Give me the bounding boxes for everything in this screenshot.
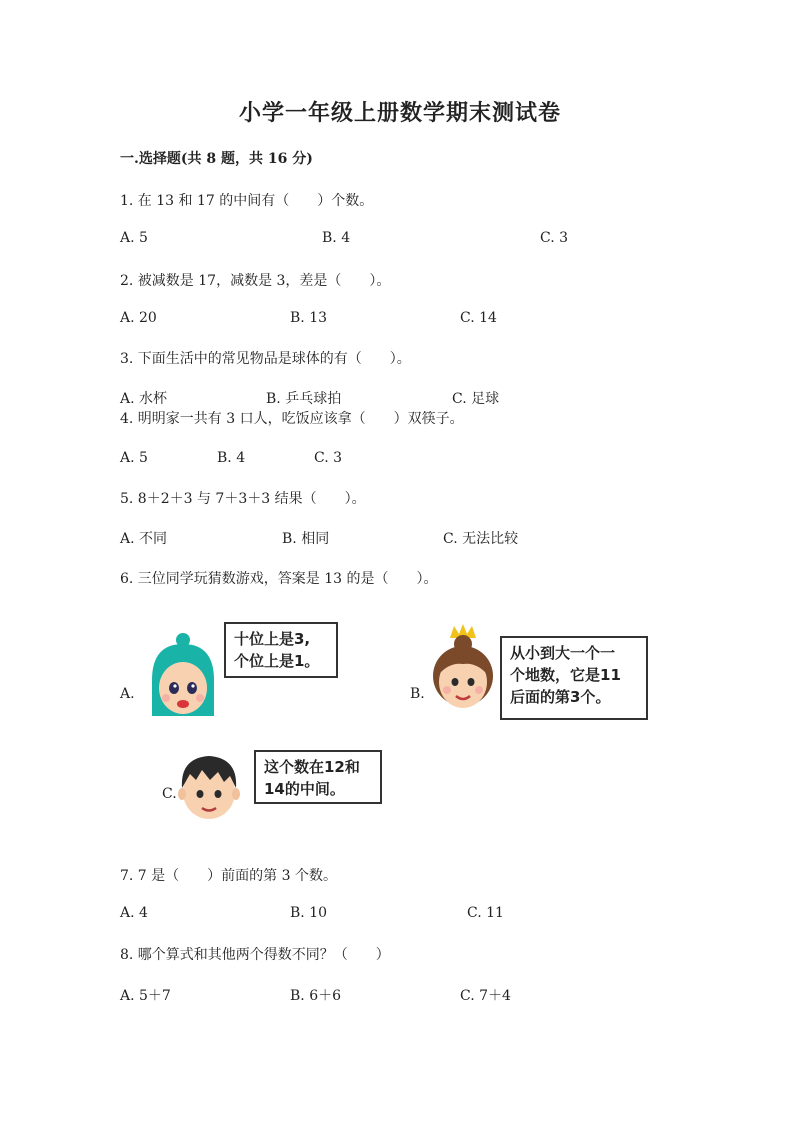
question-4: 4. 明明家一共有 3 口人，吃饭应该拿（ ）双筷子。 [120, 411, 464, 427]
q4-option-b[interactable]: B. 4 [217, 450, 246, 466]
q8-option-b[interactable]: B. 6＋6 [290, 988, 342, 1004]
boy-dark-hair-icon [176, 752, 242, 822]
bubble-c-line-2: 14的中间。 [264, 780, 345, 798]
q6-option-a[interactable]: A. [120, 686, 135, 702]
q1-option-a[interactable]: A. 5 [120, 230, 148, 246]
bubble-b-line-1: 从小到大一个一 [510, 644, 616, 662]
question-2: 2. 被减数是 17，减数是 3，差是（ ）。 [120, 273, 391, 289]
speech-bubble-b [500, 636, 648, 720]
bubble-c-line-1: 这个数在12和 [264, 758, 360, 776]
question-8: 8. 哪个算式和其他两个得数不同？（ ） [120, 947, 390, 963]
q5-option-a[interactable]: A. 不同 [120, 531, 168, 547]
speech-bubble-c [254, 750, 382, 804]
q1-option-b[interactable]: B. 4 [322, 230, 351, 246]
q4-option-a[interactable]: A. 5 [120, 450, 148, 466]
q8-option-c[interactable]: C. 7＋4 [460, 988, 511, 1004]
q8-option-a[interactable]: A. 5＋7 [120, 988, 171, 1004]
page-title: 小学一年级上册数学期末测试卷 [238, 100, 561, 126]
bubble-a-line-1: 十位上是3, [234, 630, 311, 648]
bubble-b-line-2: 个地数，它是11 [510, 666, 621, 684]
question-3: 3. 下面生活中的常见物品是球体的有（ ）。 [120, 351, 411, 367]
q2-option-c[interactable]: C. 14 [460, 310, 497, 326]
bubble-b-line-3: 后面的第3个。 [510, 688, 611, 706]
q1-option-c[interactable]: C. 3 [540, 230, 569, 246]
q6-option-b[interactable]: B. [410, 686, 425, 702]
q2-option-a[interactable]: A. 20 [120, 310, 157, 326]
question-6: 6. 三位同学玩猜数游戏，答案是 13 的是（ ）。 [120, 571, 438, 587]
q3-option-a[interactable]: A. 水杯 [120, 391, 168, 407]
q3-option-b[interactable]: B. 乒乓球拍 [266, 391, 342, 407]
section-heading: 一.选择题(共 8 题，共 16 分) [120, 151, 313, 167]
q7-option-b[interactable]: B. 10 [290, 905, 328, 921]
q3-option-c[interactable]: C. 足球 [452, 391, 500, 407]
question-7: 7. 7 是（ ）前面的第 3 个数。 [120, 868, 337, 884]
q4-option-c[interactable]: C. 3 [314, 450, 343, 466]
q5-option-c[interactable]: C. 无法比较 [443, 531, 519, 547]
q5-option-b[interactable]: B. 相同 [282, 531, 330, 547]
question-5: 5. 8＋2＋3 与 7＋3＋3 结果（ ）。 [120, 491, 366, 507]
girl-crown-icon [428, 624, 498, 714]
q2-option-b[interactable]: B. 13 [290, 310, 328, 326]
question-1: 1. 在 13 和 17 的中间有（ ）个数。 [120, 193, 374, 209]
q6-option-c[interactable]: C. [162, 786, 177, 802]
speech-bubble-a [224, 622, 338, 678]
girl-teal-hair-icon [146, 630, 220, 724]
q7-option-c[interactable]: C. 11 [467, 905, 504, 921]
bubble-a-line-2: 个位上是1。 [234, 652, 320, 670]
q7-option-a[interactable]: A. 4 [120, 905, 148, 921]
